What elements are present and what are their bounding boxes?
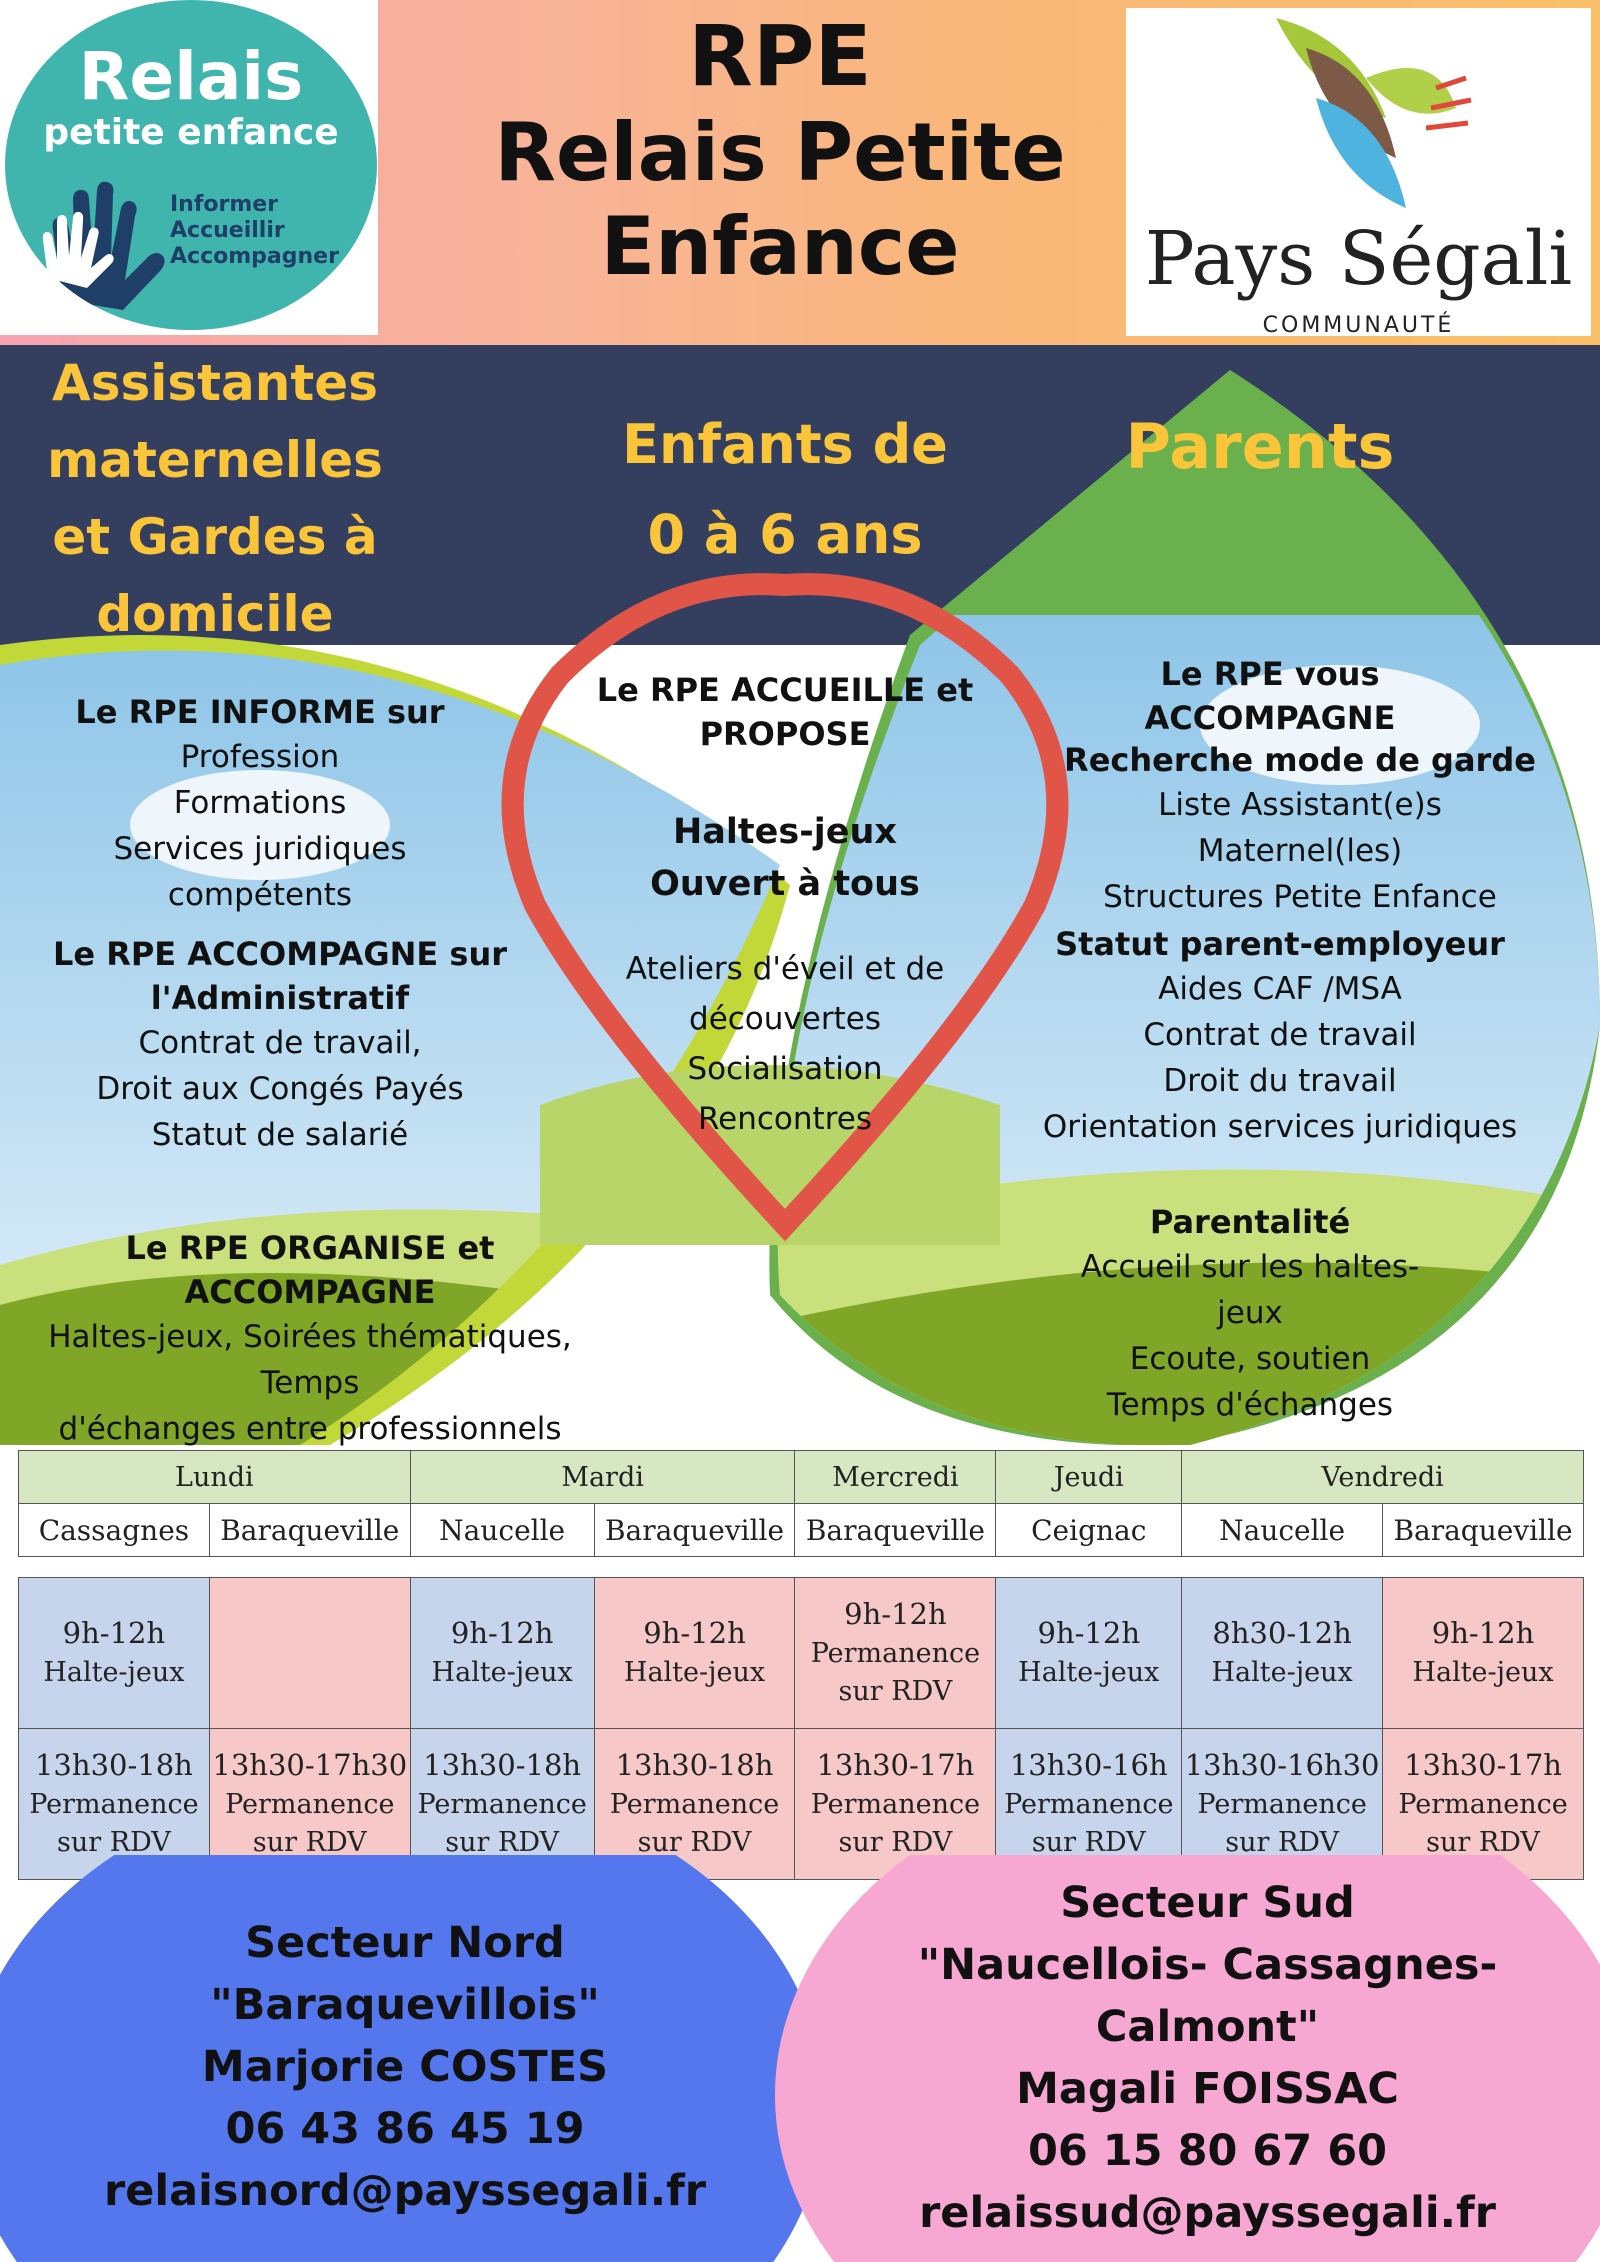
north-sector: Secteur Nord — [245, 1918, 565, 1968]
schedule-slot: 13h30-17h30 Permanence sur RDV — [209, 1729, 410, 1880]
organise-title: Le RPE ORGANISE et ACCOMPAGNE — [125, 1229, 495, 1311]
schedule-town: Baraqueville — [594, 1504, 795, 1557]
schedule-slot: 9h-12h Permanence sur RDV — [795, 1578, 996, 1729]
logo-subtitle: petite enfance — [43, 112, 339, 153]
schedule-town: Baraqueville — [209, 1504, 410, 1557]
schedule-day: Vendredi — [1182, 1451, 1584, 1504]
employer-block — [1030, 922, 1530, 1150]
schedule-slot: 9h-12h Halte-jeux — [410, 1578, 594, 1729]
schedule-slot: 13h30-18h Permanence sur RDV — [594, 1729, 795, 1880]
title-acronym: RPE — [688, 7, 872, 105]
accueille-item: Rencontres — [698, 1101, 872, 1137]
schedule-town: Baraqueville — [795, 1504, 996, 1557]
employer-item: Orientation services juridiques — [1042, 1109, 1518, 1145]
hands-icon — [23, 160, 173, 310]
accueille-title: PROPOSE — [699, 715, 871, 753]
schedule-slot: 9h-12h Halte-jeux — [1383, 1578, 1584, 1729]
admin-item: Droit aux Congés Payés — [96, 1071, 464, 1107]
organise-item: d'échanges entre professionnels — [58, 1411, 562, 1447]
admin-block — [20, 932, 540, 1158]
childcare-item: Structures Petite Enfance — [1103, 879, 1497, 915]
schedule-slot: 13h30-17h Permanence sur RDV — [795, 1729, 996, 1880]
inform-block — [20, 690, 500, 918]
inform-item: Services juridiques compétents — [113, 831, 407, 913]
accueille-block — [580, 668, 990, 1144]
schedule-slot: 9h-12h Halte-jeux — [19, 1578, 210, 1729]
admin-title: l'Administratif — [150, 979, 410, 1017]
organise-block — [0, 1226, 620, 1452]
parenting-item: Accueil sur les haltes-jeux — [1080, 1249, 1420, 1331]
schedule-days-row — [19, 1451, 1584, 1504]
schedule-slot: 13h30-18h Permanence sur RDV — [19, 1729, 210, 1880]
employer-item: Aides CAF /MSA — [1158, 971, 1402, 1007]
schedule-day: Jeudi — [996, 1451, 1182, 1504]
pays-segali-name: Pays Ségali — [1144, 216, 1573, 302]
schedule-table — [18, 1450, 1584, 1880]
parenting-title: Parentalité — [1149, 1203, 1351, 1241]
pays-segali-logo — [1126, 8, 1591, 336]
south-name: Magali FOISSAC — [1016, 2064, 1399, 2114]
schedule-slot: 13h30-18h Permanence sur RDV — [410, 1729, 594, 1880]
schedule-slot — [209, 1578, 410, 1729]
childcare-title: Recherche mode de garde — [1064, 741, 1536, 779]
schedule-slot: 9h-12h Halte-jeux — [594, 1578, 795, 1729]
accueille-item: découvertes — [689, 1001, 881, 1037]
north-area: "Baraquevillois" — [210, 1980, 600, 2030]
admin-item: Contrat de travail, — [138, 1025, 422, 1061]
north-email[interactable]: relaisnord@payssegali.fr — [104, 2166, 706, 2216]
audience-assistantes — [20, 345, 410, 653]
employer-title: Statut parent-employeur — [1055, 925, 1505, 963]
schedule-town: Ceignac — [996, 1504, 1182, 1557]
audience-parents: Parents — [1125, 410, 1395, 483]
leaves-icon — [1206, 8, 1506, 218]
south-area: Calmont" — [1095, 2002, 1320, 2052]
pays-segali-subname: COMMUNAUTÉ — [1262, 313, 1455, 338]
employer-item: Contrat de travail — [1143, 1017, 1417, 1053]
logo-title: Relais — [78, 38, 304, 115]
employer-item: Droit du travail — [1163, 1063, 1397, 1099]
schedule-slot: 13h30-16h Permanence sur RDV — [996, 1729, 1182, 1880]
schedule-town: Naucelle — [1182, 1504, 1383, 1557]
admin-item: Statut de salarié — [151, 1117, 409, 1153]
south-area: "Naucellois- Cassagnes- — [917, 1940, 1498, 1990]
band-line: 0 à 6 ans — [647, 503, 923, 566]
childcare-block — [1060, 738, 1540, 920]
audience-enfants — [570, 400, 1000, 580]
schedule-day: Mardi — [410, 1451, 795, 1504]
band-line: domicile — [96, 585, 334, 643]
organise-item: Haltes-jeux, Soirées thématiques, Temps — [48, 1319, 572, 1401]
relais-logo-circle — [5, 0, 377, 330]
accompagne-title: Le RPE vous ACCOMPAGNE — [1144, 655, 1396, 737]
title-full — [420, 106, 1140, 294]
south-phone[interactable]: 06 15 80 67 60 — [1027, 2126, 1388, 2176]
south-email[interactable]: relaissud@payssegali.fr — [919, 2188, 1496, 2238]
parenting-block — [1050, 1200, 1450, 1428]
accompagne-title-block — [1030, 652, 1510, 740]
south-sector: Secteur Sud — [1060, 1878, 1355, 1928]
schedule-town: Naucelle — [410, 1504, 594, 1557]
parenting-item: Ecoute, soutien — [1129, 1341, 1371, 1377]
parenting-item: Temps d'échanges — [1106, 1387, 1394, 1423]
schedule-slot: 9h-12h Halte-jeux — [996, 1578, 1182, 1729]
schedule-morning-row — [19, 1578, 1584, 1729]
schedule-town: Cassagnes — [19, 1504, 210, 1557]
accueille-item: Ateliers d'éveil et de — [625, 951, 945, 987]
childcare-item: Liste Assistant(e)s Maternel(les) — [1158, 787, 1442, 869]
accueille-title: Le RPE ACCUEILLE et — [596, 671, 974, 709]
haltes-title: Ouvert à tous — [650, 864, 920, 904]
schedule-slot: 13h30-16h30 Permanence sur RDV — [1182, 1729, 1383, 1880]
north-phone[interactable]: 06 43 86 45 19 — [225, 2104, 585, 2154]
inform-item: Profession — [180, 739, 340, 775]
band-line: et Gardes à — [52, 508, 378, 566]
logo-tag: Accueillir — [170, 218, 285, 243]
band-line: Enfants de — [622, 413, 948, 476]
north-name: Marjorie COSTES — [201, 2042, 609, 2092]
contact-south — [815, 1842, 1600, 2262]
admin-title: Le RPE ACCOMPAGNE sur — [52, 935, 508, 973]
logo-tag: Accompagner — [170, 244, 339, 269]
contact-north — [0, 1842, 810, 2262]
accueille-item: Socialisation — [687, 1051, 883, 1087]
schedule-slot: 13h30-17h Permanence sur RDV — [1383, 1729, 1584, 1880]
band-line: Assistantes — [52, 354, 378, 412]
inform-item: Formations — [173, 785, 347, 821]
page-title — [420, 0, 1140, 294]
schedule-towns-row — [19, 1504, 1584, 1557]
logo-tags — [170, 192, 339, 270]
schedule-town: Baraqueville — [1383, 1504, 1584, 1557]
title-line: Relais Petite — [494, 106, 1066, 199]
schedule-day: Lundi — [19, 1451, 411, 1504]
band-line: maternelles — [47, 431, 383, 489]
haltes-title: Haltes-jeux — [673, 812, 897, 852]
title-line: Enfance — [600, 200, 960, 293]
inform-title: Le RPE INFORME sur — [75, 693, 445, 731]
relais-logo — [0, 0, 378, 335]
schedule-day: Mercredi — [795, 1451, 996, 1504]
schedule-slot: 8h30-12h Halte-jeux — [1182, 1578, 1383, 1729]
logo-tag: Informer — [170, 192, 279, 217]
